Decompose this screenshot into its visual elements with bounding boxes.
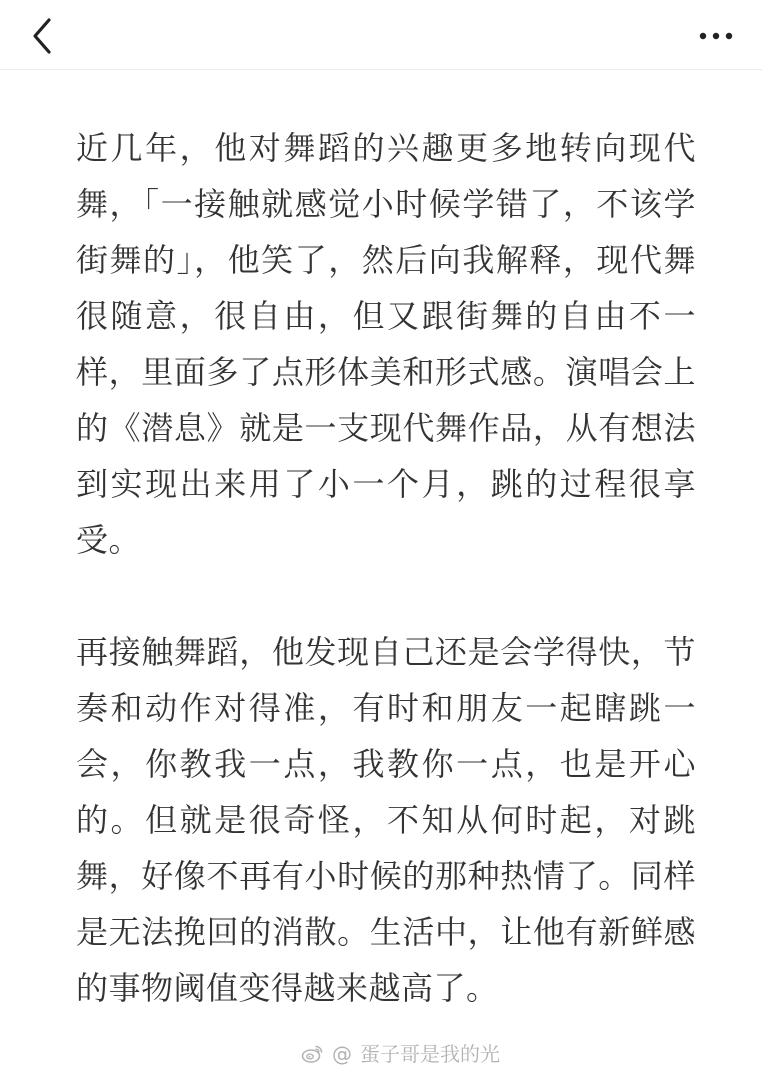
article-body (76, 120, 696, 1016)
more-options-button[interactable] (688, 8, 744, 64)
watermark-username: 蛋子哥是我的光 (360, 1042, 500, 1066)
article-paragraph-2: 再接触舞蹈，他发现自己还是会学得快，节奏和动作对得准，有时和朋友一起瞎跳一会，你教我一点，我教你一点，也是开心的。但就是很奇怪，不知从何时起，对跳舞，好像不再有小时候的那种热情了。同样是无法挽回的消散。生活中，让他有新鲜感的事物阈值变得越来越高了。 (76, 633, 696, 1007)
weibo-logo-icon (300, 1042, 324, 1066)
top-navigation-bar (0, 0, 762, 70)
back-chevron-icon (27, 16, 57, 56)
watermark-at-sign: @ (332, 1042, 352, 1066)
back-button[interactable] (14, 8, 70, 64)
weibo-watermark (300, 1042, 500, 1066)
more-dots-icon (698, 30, 734, 42)
article-paragraph-1: 近几年，他对舞蹈的兴趣更多地转向现代舞，「一接触就感觉小时候学错了，不该学街舞的」，他笑了，然后向我解释，现代舞很随意，很自由，但又跟街舞的自由不一样，里面多了点形体美和形式感。演唱会上的《潜息》就是一支现代舞作品，从有想法到实现出来用了小一个月，跳的过程很享受。 (76, 129, 696, 559)
